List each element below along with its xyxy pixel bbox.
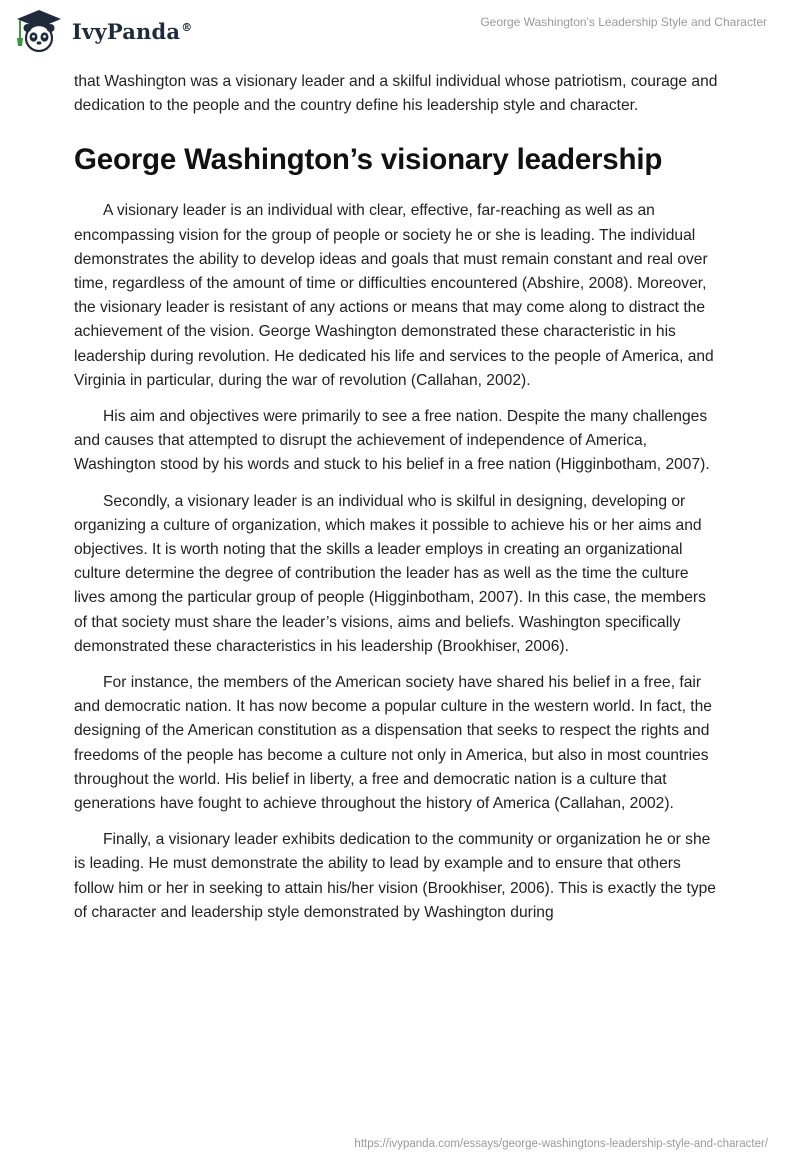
essay-body bbox=[74, 70, 722, 937]
source-url[interactable]: https://ivypanda.com/essays/george-washingtons-leadership-style-and-character/ bbox=[354, 1138, 768, 1150]
section-heading: George Washington’s visionary leadership bbox=[74, 143, 663, 177]
registered-mark: ® bbox=[181, 20, 193, 34]
body-paragraph: His aim and objectives were primarily to see a free nation. Despite the many challenges and causes that attempted to disrupt the achievement of independence of America, Washington stood by his words and stuck to his belief in a free nation (Higginbotham, 2007). bbox=[74, 408, 710, 474]
body-paragraph: A visionary leader is an individual with clear, effective, far-reaching as well as an encompassing vision for the group of people or society he or she is leading. The individual demonstrates the ability to develop ideas and goals that must remain constant and real over time, regardless of the amount of time or difficulties encountered (Abshire, 2008). Moreover, the visionary leader is resistant of any actions or means that may come along to distract the achievement of the vision. George Washington demonstrated these characteristic in his leadership during revolution. He dedicated his life and services to the people of America, and Virginia in particular, during the war of revolution (Callahan, 2002). bbox=[74, 202, 714, 389]
page-header bbox=[0, 0, 800, 60]
body-paragraph: For instance, the members of the American society have shared his belief in a free, fair and democratic nation. It has now become a popular culture in the western world. In fact, the designing of the American constitution as a dispensation that seeks to respect the rights and freedoms of the people has become a culture not only in America, but also in most countries throughout the world. His belief in liberty, a free and democratic nation is a culture that generations have fought to achieve throughout the history of America (Callahan, 2002). bbox=[74, 674, 712, 813]
document-title: George Washington's Leadership Style and Character bbox=[480, 15, 767, 29]
logo-text: IvyPanda® bbox=[72, 18, 193, 44]
body-paragraph: Finally, a visionary leader exhibits dedication to the community or organization he or she is leading. He must demonstrate the ability to lead by example and to ensure that others follow him or her in seeking to attain his/her vision (Brookhiser, 2006). This is exactly the type of character and leadership style demonstrated by Washington during bbox=[74, 831, 716, 921]
intro-paragraph: that Washington was a visionary leader and a skilful individual whose patriotism, courage and dedication to the people and the country define his leadership style and character. bbox=[74, 73, 718, 115]
panda-graduation-cap-icon bbox=[14, 8, 64, 54]
body-paragraph: Secondly, a visionary leader is an individual who is skilful in designing, developing or organizing a culture of organization, which makes it possible to achieve his or her aims and objectives. It is worth noting that the skills a leader employs in creating an organizational culture determine the degree of contribution the leader has as well as the time the culture lives among the particular group of people (Higginbotham, 2007). In this case, the members of that society must share the leader’s visions, aims and beliefs. Washington specifically demonstrated these characteristics in his leadership (Brookhiser, 2006). bbox=[74, 492, 706, 655]
ivypanda-logo[interactable] bbox=[14, 8, 192, 54]
